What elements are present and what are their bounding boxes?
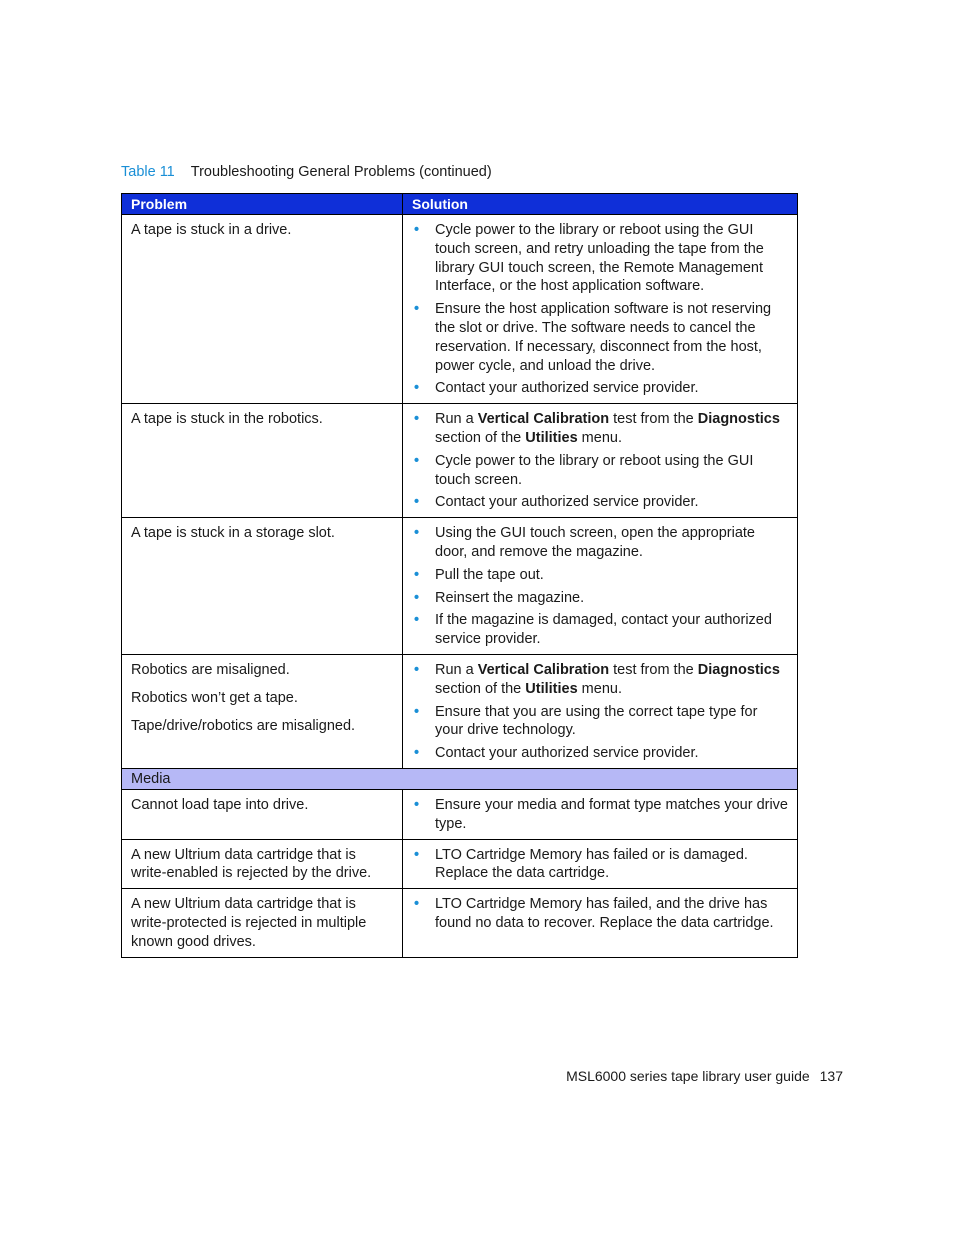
problem-cell <box>122 789 403 839</box>
solution-item <box>412 452 789 490</box>
solution-emphasis: Vertical Calibration <box>477 411 610 428</box>
solution-list <box>412 796 789 834</box>
solution-item <box>412 846 789 884</box>
bullet-icon: • <box>414 703 420 720</box>
solution-text: If the magazine is damaged, contact your authorized service provider. <box>435 612 772 648</box>
bullet-icon: • <box>414 566 420 583</box>
problem-text: Cannot load tape into drive. <box>131 796 309 813</box>
bullet-icon: • <box>414 411 420 428</box>
table-title: Troubleshooting General Problems (continued) <box>190 164 492 180</box>
problem-text: A new Ultrium data cartridge that is write-protected is rejected in multiple known good drives. <box>131 896 367 950</box>
problem-cell <box>122 215 403 404</box>
header-problem: Problem <box>122 194 403 215</box>
solution-list <box>412 661 789 763</box>
solution-emphasis: Vertical Calibration <box>477 661 610 678</box>
solution-text: test from the <box>609 661 698 678</box>
table-row <box>122 404 798 518</box>
table-row <box>122 518 798 655</box>
table-caption <box>121 162 492 182</box>
section-label: Media <box>122 768 798 789</box>
solution-text: LTO Cartridge Memory has failed, and the drive has found no data to recover. Replace the data cartridge. <box>435 896 774 931</box>
problem-cell <box>122 404 403 518</box>
solution-text: test from the <box>609 411 698 428</box>
solution-text: Run a <box>435 661 478 678</box>
table-row <box>122 215 798 404</box>
bullet-icon: • <box>414 896 420 913</box>
problem-text: A new Ultrium data cartridge that is write-enabled is rejected by the drive. <box>131 846 372 882</box>
solution-emphasis: Utilities <box>525 429 578 446</box>
troubleshooting-table <box>121 193 798 958</box>
problem-text: A tape is stuck in a drive. <box>131 222 292 238</box>
solution-list <box>412 524 789 649</box>
solution-item <box>412 524 789 562</box>
solution-list <box>412 846 789 884</box>
solution-text: section of the <box>435 680 526 697</box>
table-header-row <box>122 194 798 215</box>
solution-list <box>412 221 789 398</box>
bullet-icon: • <box>414 589 420 606</box>
solution-text: Pull the tape out. <box>435 566 544 583</box>
solution-emphasis: Utilities <box>525 680 578 697</box>
problem-cell <box>122 839 403 889</box>
table-row <box>122 839 798 889</box>
solution-emphasis: Diagnostics <box>697 661 780 678</box>
solution-text: Contact your authorized service provider. <box>435 745 699 762</box>
solution-item <box>412 895 789 933</box>
solution-item <box>412 379 789 398</box>
bullet-icon: • <box>414 796 420 813</box>
table-row <box>122 654 798 768</box>
problem-text: Robotics won’t get a tape. <box>131 689 298 706</box>
problem-cell <box>122 654 403 768</box>
problem-cell <box>122 889 403 957</box>
bullet-icon: • <box>414 525 420 542</box>
solution-cell <box>403 215 798 404</box>
problem-cell <box>122 518 403 655</box>
bullet-icon: • <box>414 494 420 511</box>
solution-cell <box>403 889 798 957</box>
solution-text: Ensure the host application software is not reserving the slot or drive. The software needs to cancel the reservation. If necessary, disconnect from the host, power cycle, and unload the drive. <box>435 301 772 374</box>
problem-text: A tape is stuck in a storage slot. <box>131 525 335 542</box>
problem-text: Robotics are misaligned. <box>131 661 290 678</box>
bullet-icon: • <box>414 222 420 238</box>
solution-cell <box>403 839 798 889</box>
bullet-icon: • <box>414 452 420 469</box>
solution-text: Reinsert the magazine. <box>435 589 585 606</box>
solution-text: Contact your authorized service provider. <box>435 380 699 397</box>
solution-text: menu. <box>577 680 622 697</box>
solution-text: section of the <box>435 429 526 446</box>
solution-text: Ensure your media and format type matches your drive type. <box>435 796 788 832</box>
problem-text: Tape/drive/robotics are misaligned. <box>131 717 356 734</box>
bullet-icon: • <box>414 380 420 397</box>
bullet-icon: • <box>414 301 420 318</box>
table-number: Table 11 <box>121 164 175 180</box>
solution-item <box>412 589 789 608</box>
solution-item <box>412 796 789 834</box>
header-solution: Solution <box>403 194 798 215</box>
bullet-icon: • <box>414 612 420 629</box>
solution-item <box>412 611 789 649</box>
solution-emphasis: Diagnostics <box>697 411 780 428</box>
solution-item <box>412 493 789 512</box>
solution-item <box>412 661 789 699</box>
table-row <box>122 789 798 839</box>
bullet-icon: • <box>414 846 420 863</box>
solution-item <box>412 566 789 585</box>
solution-item <box>412 703 789 741</box>
table-row <box>122 889 798 957</box>
solution-text: Run a <box>435 411 478 428</box>
solution-item <box>412 410 789 448</box>
solution-text: LTO Cartridge Memory has failed or is damaged. Replace the data cartridge. <box>435 846 748 882</box>
solution-list <box>412 895 789 933</box>
solution-item <box>412 744 789 763</box>
solution-item <box>412 221 789 296</box>
problem-text: A tape is stuck in the robotics. <box>131 411 323 428</box>
bullet-icon: • <box>414 661 420 678</box>
solution-cell <box>403 654 798 768</box>
guide-title: MSL6000 series tape library user guide <box>566 1068 810 1084</box>
section-row <box>122 768 798 789</box>
solution-text: Cycle power to the library or reboot using the GUI touch screen. <box>435 452 754 488</box>
bullet-icon: • <box>414 745 420 762</box>
solution-list <box>412 410 789 512</box>
solution-cell <box>403 518 798 655</box>
solution-item <box>412 300 789 375</box>
solution-text: menu. <box>577 429 622 446</box>
solution-text: Using the GUI touch screen, open the appropriate door, and remove the magazine. <box>435 525 755 560</box>
table-body <box>122 215 798 958</box>
solution-text: Cycle power to the library or reboot using the GUI touch screen, and retry unloading the tape from the library GUI touch screen, the Remote Management Interface, or the host application software. <box>435 222 764 295</box>
solution-text: Contact your authorized service provider. <box>435 494 699 511</box>
solution-text: Ensure that you are using the correct tape type for your drive technology. <box>435 703 758 739</box>
solution-cell <box>403 789 798 839</box>
page-number: 137 <box>819 1068 843 1084</box>
page-footer <box>560 1066 843 1086</box>
solution-cell <box>403 404 798 518</box>
